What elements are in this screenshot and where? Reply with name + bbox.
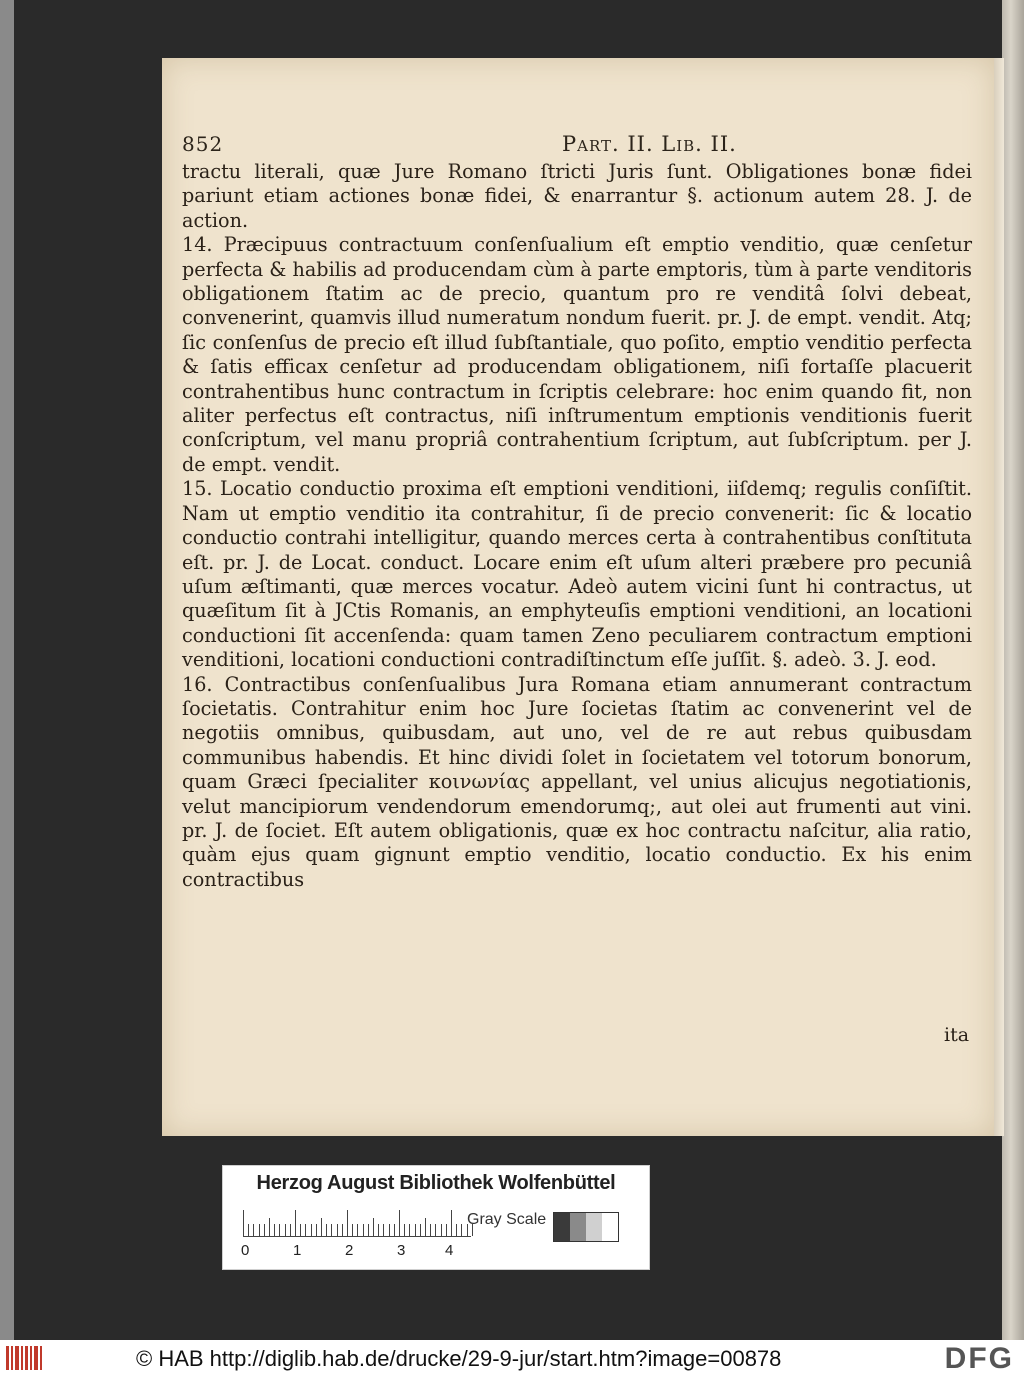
paragraph-15: 15. Locatio conductio proxima eſt emptioni venditioni, iiſdemq; regulis conſiſtit. Nam ut emptio venditio ita contrahitur, ſi de precio convenerit: ſic & locatio conductio contrahi intelligitur, quando merces certa à contrahentibus conſtituta eſt. pr. J. de Locat. conduct. Locare enim eſt uſum alteri præbere pro pecuniâ uſum æſtimanti, quæ merces vocatur. Adeò autem vicini ſunt hi contractus, ut quæſitum ſit à JCtis Romanis, an emphyteuſis emptioni venditioni, an locationi conductioni ſit accenſenda: quam tamen Zeno peculiarem contractum emptioni venditioni, locationi conductioni contradiſtinctum eſſe juſſit. §. adeò. 3. J. eod. bbox=[182, 477, 972, 672]
ruler-tick bbox=[430, 1224, 431, 1236]
ruler-tick bbox=[441, 1224, 442, 1236]
ruler-tick bbox=[285, 1224, 286, 1236]
ruler-tick bbox=[316, 1224, 317, 1236]
dfg-logo: DFG bbox=[944, 1342, 1014, 1375]
ruler-tick bbox=[415, 1224, 416, 1236]
ruler-tick bbox=[295, 1210, 296, 1236]
ruler-tick bbox=[274, 1224, 275, 1236]
footer-source-link[interactable]: © HAB http://diglib.hab.de/drucke/29-9-jur/start.htm?image=00878 bbox=[136, 1346, 782, 1371]
ruler-tick bbox=[420, 1224, 421, 1236]
gray-swatch bbox=[554, 1213, 570, 1241]
ruler-number: 0 bbox=[241, 1242, 250, 1259]
ruler-tick bbox=[311, 1224, 312, 1236]
color-calibration-card bbox=[222, 1165, 650, 1270]
ruler-tick bbox=[342, 1224, 343, 1236]
ruler-tick bbox=[269, 1218, 270, 1236]
ruler-tick bbox=[425, 1218, 426, 1236]
ruler-tick bbox=[389, 1224, 390, 1236]
ruler-tick bbox=[321, 1218, 322, 1236]
ruler-number: 2 bbox=[345, 1242, 354, 1259]
ruler-tick bbox=[290, 1224, 291, 1236]
gray-swatch bbox=[602, 1213, 618, 1241]
ruler-tick bbox=[347, 1210, 348, 1236]
ruler-number: 1 bbox=[293, 1242, 302, 1259]
gray-swatch bbox=[570, 1213, 586, 1241]
ruler-tick bbox=[394, 1224, 395, 1236]
ruler-tick bbox=[368, 1224, 369, 1236]
ruler-tick bbox=[357, 1224, 358, 1236]
gray-swatch bbox=[586, 1213, 602, 1241]
paragraph-13-cont: tractu literali, quæ Jure Romano ſtricti Juris ſunt. Obligationes bonæ fidei pariunt etiam actiones bonæ fidei, & enarrantur §. actionum autem 28. J. de action. bbox=[182, 160, 972, 232]
ruler-number: 4 bbox=[445, 1242, 454, 1259]
ruler-tick bbox=[383, 1224, 384, 1236]
ruler-tick bbox=[259, 1224, 260, 1236]
left-scan-edge bbox=[0, 0, 14, 1340]
paragraph-16: 16. Contractibus conſenſualibus Jura Romana etiam annumerant contractum ſocietatis. Contrahitur enim hoc Jure ſocietas ſtatim ac convenerint vel de negotiis omnibus, quibusdam, aut uno, vel de re aut rebus quibusdam communibus habendis. Et hinc dividi ſolet in ſocietatem vel totorum bonorum, quam Græci ſpecialiter κοινωνίας appellant, vel unius alicujus negotiationis, velut mancipiorum vendendorum emendorumq;, aut olei aut frumenti aut vini. pr. J. de ſociet. Eſt autem obligationis, quæ ex hoc contractu naſcitur, alia ratio, quàm ejus quam gignunt emptio venditio, locatio conductio. Ex his enim contractibus bbox=[182, 672, 972, 891]
ruler-tick bbox=[326, 1224, 327, 1236]
ruler-tick bbox=[300, 1224, 301, 1236]
ruler-tick bbox=[404, 1224, 405, 1236]
ruler-tick bbox=[456, 1224, 457, 1236]
gray-scale-label: Gray Scale bbox=[467, 1211, 547, 1228]
ruler-tick bbox=[243, 1210, 244, 1236]
ruler bbox=[243, 1210, 471, 1237]
ruler-tick bbox=[451, 1210, 452, 1236]
ruler-tick bbox=[435, 1224, 436, 1236]
barcode-icon bbox=[6, 1346, 46, 1370]
ruler-tick bbox=[446, 1224, 447, 1236]
ruler-number: 3 bbox=[397, 1242, 406, 1259]
ruler-tick bbox=[399, 1210, 400, 1236]
right-scan-edge bbox=[1002, 0, 1024, 1340]
gray-scale-swatches bbox=[553, 1212, 619, 1242]
page-header bbox=[182, 132, 972, 158]
ruler-tick bbox=[337, 1224, 338, 1236]
ruler-tick bbox=[331, 1224, 332, 1236]
ruler-tick bbox=[461, 1224, 462, 1236]
ruler-tick bbox=[305, 1224, 306, 1236]
running-head: Part. II. Lib. II. bbox=[562, 132, 737, 156]
page-text bbox=[182, 160, 972, 892]
ruler-tick bbox=[279, 1224, 280, 1236]
catchword: ita bbox=[944, 1024, 970, 1046]
ruler-tick bbox=[264, 1224, 265, 1236]
card-title: Herzog August Bibliothek Wolfenbüttel bbox=[256, 1172, 616, 1194]
paragraph-14: 14. Præcipuus contractuum conſenſualium eſt emptio venditio, quæ cenſetur perfecta & habilis ad producendam cùm à parte emptoris, tùm à parte venditoris obligationem ſtatim ac de precio, quantum pro re venditâ ſolvi debeat, convenerint, quamvis illud numeratum nondum fuerit. pr. J. de empt. vendit. Atq; ſic conſenſus de precio eſt illud ſubſtantiale, quo poſito, emptio venditio perfecta & ſatis efficax cenſetur ad producendam obligationem, niſi fortaſſe placuerit contrahentibus hunc contractum in ſcriptis celebrare: hoc enim quando fit, non aliter perfectus eſt contractus, niſi inſtrumentum emptionis venditionis fuerit conſcriptum, vel manu propriâ contrahentium ſcriptum, aut ſubſcriptum. per J. de empt. vendit. bbox=[182, 233, 972, 476]
ruler-tick bbox=[409, 1224, 410, 1236]
ruler-tick bbox=[373, 1218, 374, 1236]
page-edge bbox=[994, 58, 1004, 1136]
ruler-tick bbox=[378, 1224, 379, 1236]
page-number: 852 bbox=[182, 132, 224, 156]
ruler-tick bbox=[352, 1224, 353, 1236]
ruler-tick bbox=[248, 1224, 249, 1236]
ruler-tick bbox=[253, 1224, 254, 1236]
footer-bar bbox=[0, 1340, 1024, 1376]
ruler-tick bbox=[363, 1224, 364, 1236]
